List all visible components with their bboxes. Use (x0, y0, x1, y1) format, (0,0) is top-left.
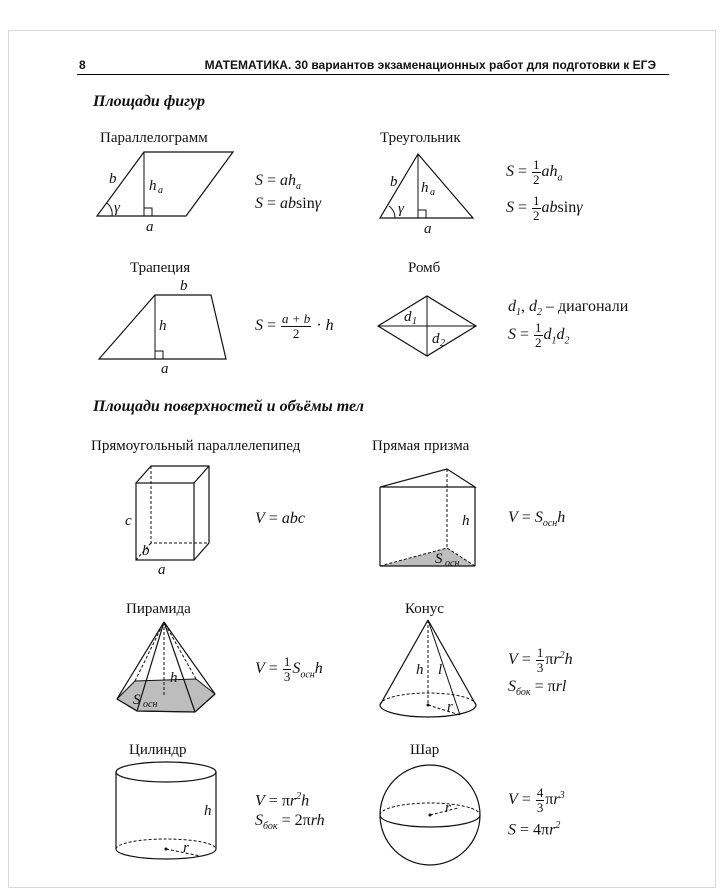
cone-label-h: h (416, 662, 424, 678)
box-label-c: c (125, 513, 132, 529)
formula-token: V (255, 792, 265, 810)
parallelogram-label-h: h (149, 178, 157, 194)
formula-token: = (263, 172, 281, 189)
formula-token: γ (314, 195, 322, 212)
formula-token: = (264, 660, 282, 678)
formula-token: S (255, 195, 263, 212)
parallelogram-label-a: a (146, 219, 154, 235)
formula-token: = (263, 317, 281, 335)
cone-title: Конус (405, 601, 444, 617)
sphere-radius (430, 808, 458, 815)
formula-token: V (255, 510, 265, 527)
trapezoid-label-a: a (161, 361, 169, 377)
formula-token: 1 (551, 335, 557, 347)
formula-token: = (264, 510, 282, 527)
trapezoid-label-b: b (180, 278, 188, 294)
formula-token: V (508, 651, 518, 669)
parallelogram-label-angle: γ (114, 200, 120, 216)
section-title-volumes: Площади поверхностей и объёмы тел (93, 398, 364, 415)
box-label-a: a (158, 562, 166, 578)
formula-token: 3 (283, 669, 291, 684)
running-title: МАТЕМАТИКА. 30 вариантов экзаменационных работ для подготовки к ЕГЭ (204, 58, 656, 72)
formula-token: ab (280, 195, 297, 212)
box-label-b: b (142, 543, 150, 559)
formula-token: S (534, 509, 543, 526)
formula-token: a + b (282, 311, 311, 326)
formula-token: = (517, 509, 535, 526)
formula-token: π (545, 651, 554, 669)
formula-token: – диагонали (546, 298, 629, 315)
formula-token: d (508, 298, 516, 315)
formula-token: 4 (536, 785, 544, 800)
formula-token: rl (555, 678, 567, 695)
formula-token: = (517, 791, 535, 809)
formula-token: 2 (559, 649, 565, 661)
formula-token: 1 (533, 157, 540, 172)
formula-token: h (557, 509, 566, 526)
formula-token: γ (576, 199, 583, 217)
prism-title: Прямая призма (372, 438, 470, 454)
sphere-label-r: r (445, 800, 451, 816)
pyramid-title: Пирамида (126, 601, 191, 617)
formula-token: a (557, 172, 563, 184)
formula-token: 2 (555, 820, 561, 831)
formula-token: ab (541, 199, 558, 217)
formula-token: 4 (533, 821, 542, 839)
formula-token: S (506, 199, 514, 217)
formula-token: 2 (294, 812, 303, 829)
formula-token: S (508, 821, 516, 839)
formula-token: h (564, 651, 573, 669)
formula-token: h (301, 792, 310, 810)
formula-token: V (508, 509, 518, 526)
formula-token: S (255, 812, 263, 829)
formula-token: 2 (535, 335, 542, 350)
formula-token: d (556, 326, 565, 344)
formula-token: = (514, 163, 532, 181)
formula-token: 1 (535, 320, 542, 335)
formula-token (536, 786, 545, 815)
cylinder-label-h: h (204, 803, 212, 819)
formula-token: бок (263, 821, 278, 833)
pyramid-label-S: S (133, 692, 141, 708)
formula-token: 2 (533, 172, 540, 187)
formula-token: r (289, 792, 297, 810)
prism-label-h: h (462, 513, 470, 529)
formula-token: abc (281, 510, 305, 527)
formula-token: 2 (533, 208, 540, 223)
formula-token: 3 (559, 789, 565, 801)
formula-token: = (530, 678, 548, 695)
formula-token: бок (516, 687, 531, 699)
formula-token: h (325, 317, 334, 335)
formula-token: = (514, 199, 532, 217)
rhombus-label-d1-sub: 1 (412, 316, 417, 327)
formula-token: = (277, 812, 295, 829)
formula-token: · (312, 317, 326, 335)
sphere-equator-back (380, 803, 480, 815)
formula-token: 3 (536, 800, 544, 815)
formula-token: = (264, 792, 282, 810)
formula-token: S (508, 678, 516, 695)
formula-token: 2 (537, 307, 542, 319)
formula-token: r (553, 791, 560, 809)
formula-token: = (516, 326, 534, 344)
formula-token: = (516, 821, 534, 839)
formula-token: π (281, 792, 290, 810)
prism-label-S: S (435, 551, 443, 567)
parallelogram-label-h-sub: a (158, 185, 163, 196)
formula-token: осн (300, 669, 315, 681)
formula-token: a (296, 181, 302, 193)
formula-token: 2 (564, 335, 570, 347)
formula-token: sin (296, 195, 315, 212)
triangle-label-b: b (390, 174, 398, 190)
parallelogram-title: Параллелограмм (100, 130, 208, 146)
formula-token: 3 (536, 660, 544, 675)
cylinder-label-r: r (183, 840, 189, 856)
formula-token: r (553, 651, 560, 669)
formula-token: 2 (296, 791, 302, 802)
rhombus-label-d2: d (432, 331, 440, 347)
triangle-title: Треугольник (380, 130, 461, 146)
pyramid-label-S-sub: осн (143, 699, 158, 710)
pyramid-label-h: h (170, 670, 178, 686)
formula-token: sin (557, 199, 577, 217)
page-number: 8 (79, 58, 86, 72)
triangle-label-a: a (424, 221, 432, 237)
formula-token: 1 (516, 307, 521, 319)
rhombus-label-d1: d (404, 309, 412, 325)
formula-token: ah (280, 172, 297, 189)
formula-token: 1 (536, 645, 544, 660)
formula-token: r (549, 821, 556, 839)
formula-token: S (506, 163, 514, 181)
trapezoid-title: Трапеция (130, 260, 191, 276)
formula-token: V (255, 660, 265, 678)
formula-token: 2 (292, 326, 300, 341)
formula-token: π (547, 678, 556, 695)
sphere-title: Шар (410, 742, 440, 758)
formula-token: ah (541, 163, 558, 181)
formula-token: π (541, 821, 550, 839)
trapezoid-label-h: h (159, 318, 167, 334)
formula-token: S (508, 326, 516, 344)
formula-token: π (545, 791, 554, 809)
triangle-label-angle: γ (398, 201, 404, 217)
section-title-areas: Площади фигур (93, 93, 205, 110)
formula-token: осн (542, 518, 558, 530)
triangle-label-h-sub: a (430, 187, 435, 198)
parallelogram-label-b: b (109, 171, 117, 187)
formula-token: , (521, 298, 529, 315)
formula-token: 1 (533, 193, 540, 208)
cone-label-r: r (447, 699, 453, 715)
formula-token: π (302, 812, 311, 829)
formula-token: = (263, 195, 281, 212)
cone-label-l: l (438, 662, 443, 678)
triangle-label-h: h (421, 180, 429, 196)
formula-token: V (508, 791, 518, 809)
formula-token: S (292, 660, 301, 678)
sphere-formula-2 (508, 820, 560, 839)
formula-token: rh (310, 812, 325, 829)
formula-token: d (529, 298, 537, 315)
box-title: Прямоугольный параллелепипед (91, 438, 301, 454)
formula-token: = (517, 651, 535, 669)
formula-token: S (255, 317, 263, 335)
formula-token: 1 (283, 654, 291, 669)
rhombus-title: Ромб (408, 260, 441, 276)
prism-label-S-sub: осн (445, 558, 460, 569)
formula-token: h (314, 660, 323, 678)
cylinder-title: Цилиндр (129, 742, 187, 758)
formula-token: d (543, 326, 552, 344)
sphere-formula-1 (508, 786, 565, 815)
sphere-equator-front (380, 815, 480, 827)
formula-token: S (255, 172, 263, 189)
rhombus-label-d2-sub: 2 (440, 338, 445, 349)
